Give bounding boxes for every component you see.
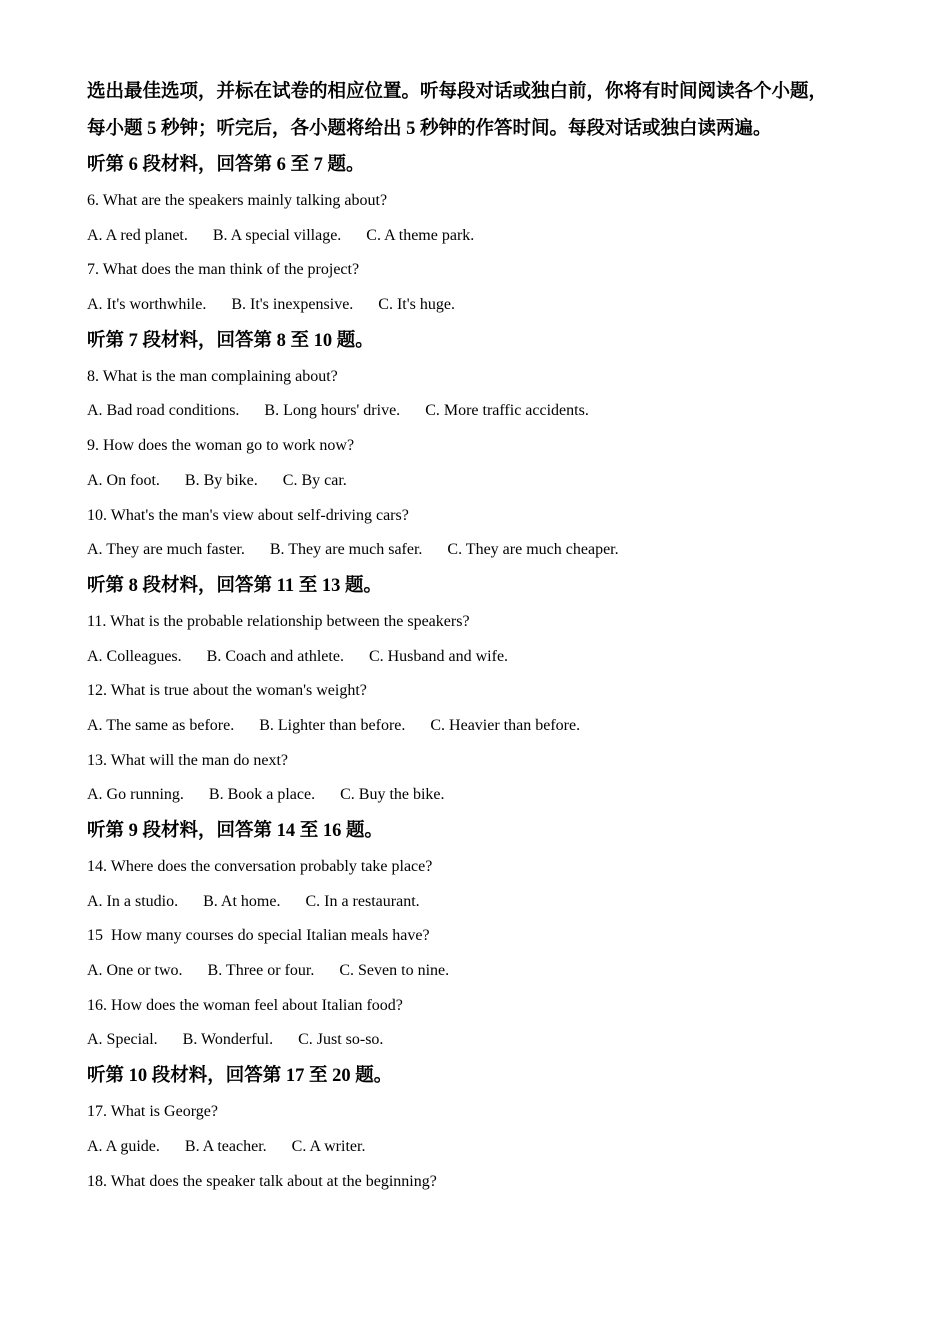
options-12 [87,709,867,744]
option-b: B. Book a place. [208,786,316,804]
option-a: A. They are much faster. [87,541,245,559]
question-7: 7. What does the man think of the project? [87,261,360,279]
question-18: 18. What does the speaker talk about at the beginning? [87,1172,437,1190]
section-heading: 听第 10 段材料，回答第 17 至 20 题。 [87,1066,393,1087]
option-b: B. A teacher. [184,1137,267,1155]
option-a: A. On foot. [87,471,160,489]
option-c: C. A theme park. [366,226,475,244]
intro-line-2: 每小题 5 秒钟；听完后，各小题将给出 5 秒钟的作答时间。每段对话或独白读两遍。 [87,118,772,139]
option-c: C. A writer. [291,1137,366,1155]
option-b: B. Long hours' drive. [264,402,401,420]
options-14 [87,885,867,920]
question-8: 8. What is the man complaining about? [87,367,338,385]
option-c: C. Heavier than before. [430,716,581,734]
option-a: A. The same as before. [87,716,235,734]
option-a: A. One or two. [87,962,183,980]
option-a: A. In a studio. [87,892,179,910]
section-heading: 听第 6 段材料，回答第 6 至 7 题。 [87,155,365,175]
options-8 [87,394,867,429]
option-b: B. It's inexpensive. [231,296,354,314]
options-9 [87,464,867,499]
question-15: 15 How many courses do special Italian meals have? [87,927,430,945]
options-16 [87,1023,867,1058]
option-c: C. They are much cheaper. [447,541,619,559]
option-a: A. A guide. [87,1137,160,1155]
options-13 [87,778,867,813]
option-a: A. Colleagues. [87,647,182,665]
option-c: C. By car. [282,471,347,489]
option-a: A. A red planet. [87,226,188,244]
option-c: C. Husband and wife. [368,647,509,665]
option-b: B. At home. [203,892,281,910]
option-b: B. By bike. [184,471,258,489]
option-c: C. Just so-so. [298,1031,384,1049]
options-15 [87,954,867,989]
question-17: 17. What is George? [87,1103,218,1121]
question-6: 6. What are the speakers mainly talking about? [87,192,388,209]
options-6 [87,219,867,254]
section-heading: 听第 8 段材料，回答第 11 至 13 题。 [87,575,382,596]
question-10: 10. What's the man's view about self-driving cars? [87,506,409,524]
question-9: 9. How does the woman go to work now? [87,437,355,455]
option-c: C. More traffic accidents. [425,402,589,420]
option-b: B. Wonderful. [182,1031,274,1049]
option-a: A. It's worthwhile. [87,296,207,314]
option-b: B. A special village. [212,226,342,244]
option-b: B. Lighter than before. [259,716,406,734]
option-c: C. It's huge. [378,296,455,314]
question-16: 16. How does the woman feel about Italian food? [87,996,403,1014]
option-a: A. Bad road conditions. [87,402,240,420]
options-10 [87,533,867,568]
question-13: 13. What will the man do next? [87,751,288,769]
intro-line-1: 选出最佳选项，并标在试卷的相应位置。听每段对话或独白前，你将有时间阅读各个小题， [87,82,828,102]
section-heading: 听第 7 段材料，回答第 8 至 10 题。 [87,330,374,351]
option-a: A. Special. [87,1031,158,1049]
options-7 [87,288,867,323]
document-content [87,74,867,1199]
option-c: C. Seven to nine. [339,962,450,980]
options-17 [87,1130,867,1165]
option-c: C. In a restaurant. [305,892,420,910]
options-11 [87,640,867,675]
option-b: B. They are much safer. [269,541,423,559]
option-b: B. Three or four. [207,962,315,980]
question-11: 11. What is the probable relationship between the speakers? [87,612,470,630]
question-14: 14. Where does the conversation probably take place? [87,858,433,875]
option-b: B. Coach and athlete. [206,647,344,665]
section-heading: 听第 9 段材料，回答第 14 至 16 题。 [87,821,384,841]
question-12: 12. What is true about the woman's weight? [87,682,367,700]
option-c: C. Buy the bike. [340,786,445,804]
option-a: A. Go running. [87,786,184,804]
